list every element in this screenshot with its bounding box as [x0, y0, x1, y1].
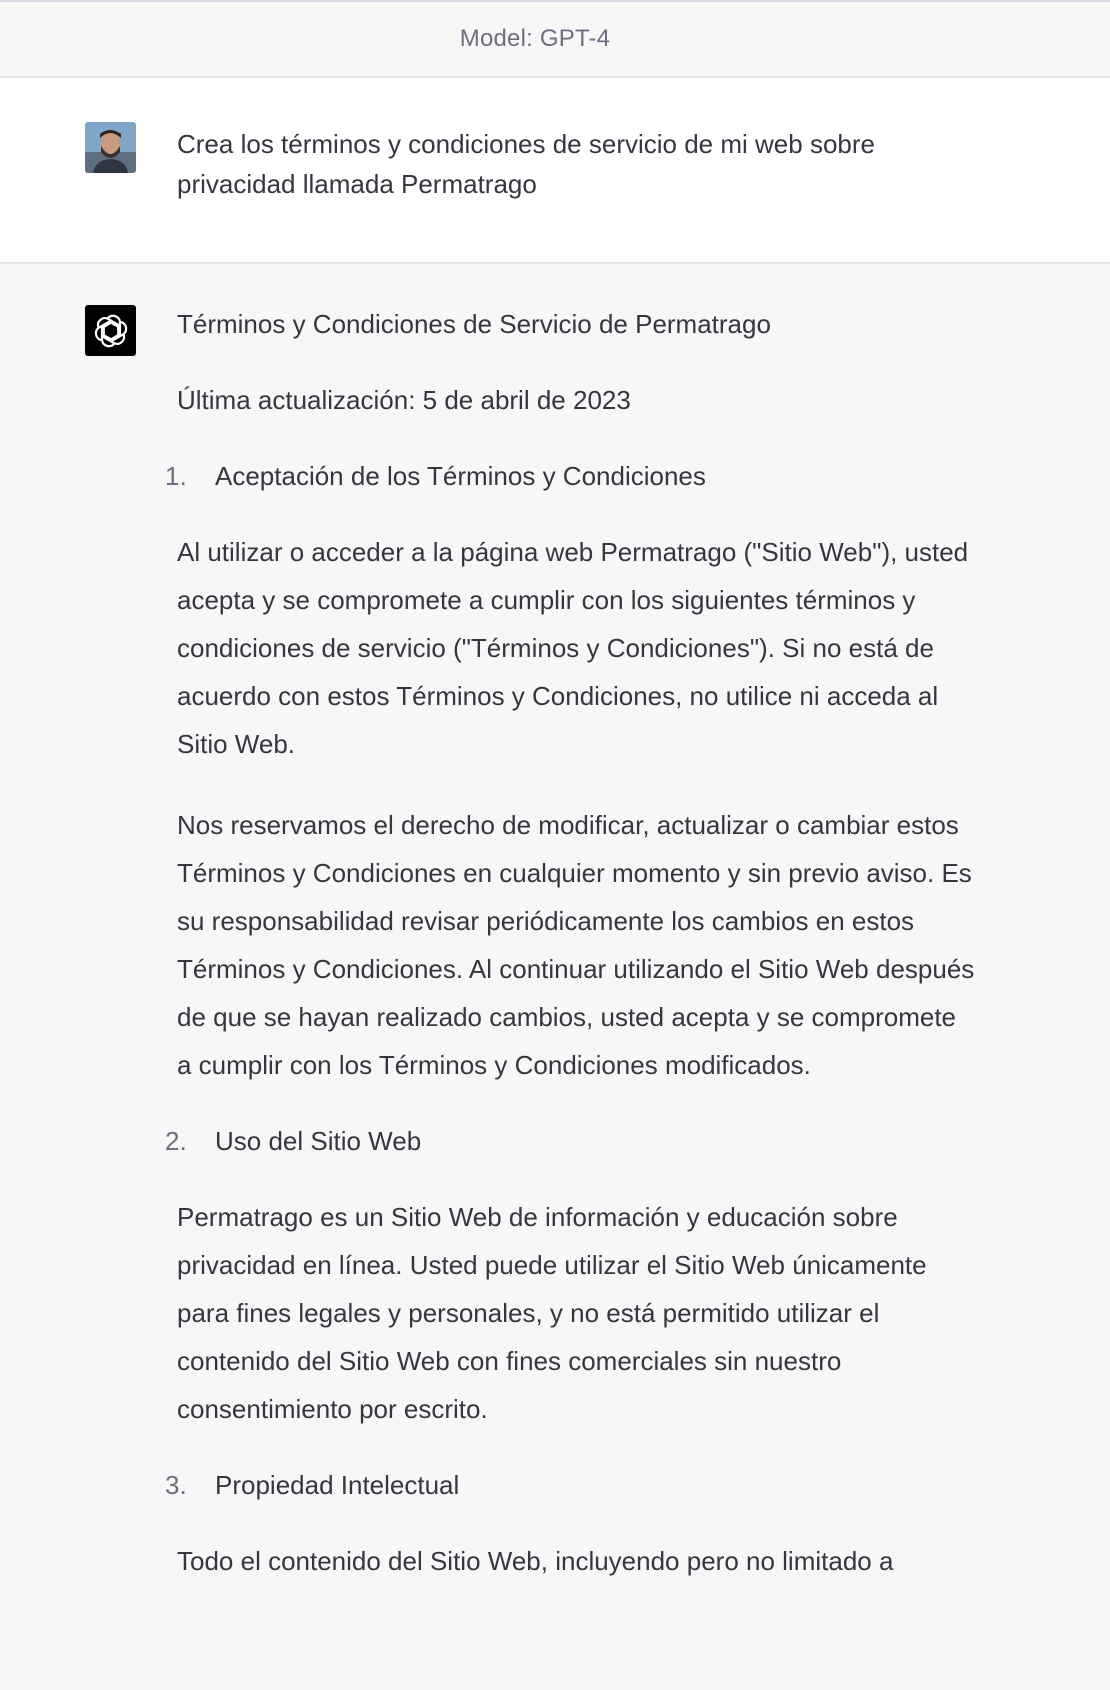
section-paragraph: Nos reservamos el derecho de modificar, actualizar o cambiar estos Términos y Condiciones en cualquier momento y sin previo aviso. Es su responsabilidad revisar periódicamente los cambios en estos Términos y Condiciones. Al continuar utilizando el Sitio Web después de que se hayan realizado cambios, usted acepta y se compromete a cumplir con los Términos y Condiciones modificados.: [177, 810, 975, 1080]
section-title: Uso del Sitio Web: [215, 1126, 422, 1156]
section-heading: [165, 1121, 977, 1161]
section-heading: [165, 1465, 977, 1505]
model-label: Model: GPT-4: [459, 25, 611, 52]
section-paragraph: Todo el contenido del Sitio Web, incluyendo pero no limitado a: [177, 1546, 894, 1576]
assistant-message-row: [0, 264, 1110, 1690]
user-avatar: [85, 122, 136, 173]
section-paragraph: Al utilizar o acceder a la página web Permatrago ("Sitio Web"), usted acepta y se compromete a cumplir con los siguientes términos y condiciones de servicio ("Términos y Condiciones"). Si no está de acuerdo con estos Términos y Condiciones, no utilice ni acceda al Sitio Web.: [177, 537, 969, 759]
section-paragraph: Permatrago es un Sitio Web de información y educación sobre privacidad en línea. Usted puede utilizar el Sitio Web únicamente para fines legales y personales, y no está permitido utilizar el contenido del Sitio Web con fines comerciales sin nuestro consentimiento por escrito.: [177, 1202, 927, 1424]
model-header: [0, 0, 1110, 78]
document-title: Términos y Condiciones de Servicio de Permatrago: [177, 309, 771, 339]
section-number: 1.: [165, 461, 187, 491]
section-title: Propiedad Intelectual: [215, 1470, 460, 1500]
section-number: 2.: [165, 1126, 187, 1156]
user-message-text: Crea los términos y condiciones de servicio de mi web sobre privacidad llamada Permatrago: [177, 129, 875, 199]
openai-logo-icon: [85, 305, 136, 356]
user-message-row: [0, 78, 1110, 264]
section-number: 3.: [165, 1470, 187, 1500]
last-updated: Última actualización: 5 de abril de 2023: [177, 385, 631, 415]
section-title: Aceptación de los Términos y Condiciones: [215, 461, 706, 491]
section-heading: [165, 456, 977, 496]
assistant-message-content: [165, 304, 977, 1585]
